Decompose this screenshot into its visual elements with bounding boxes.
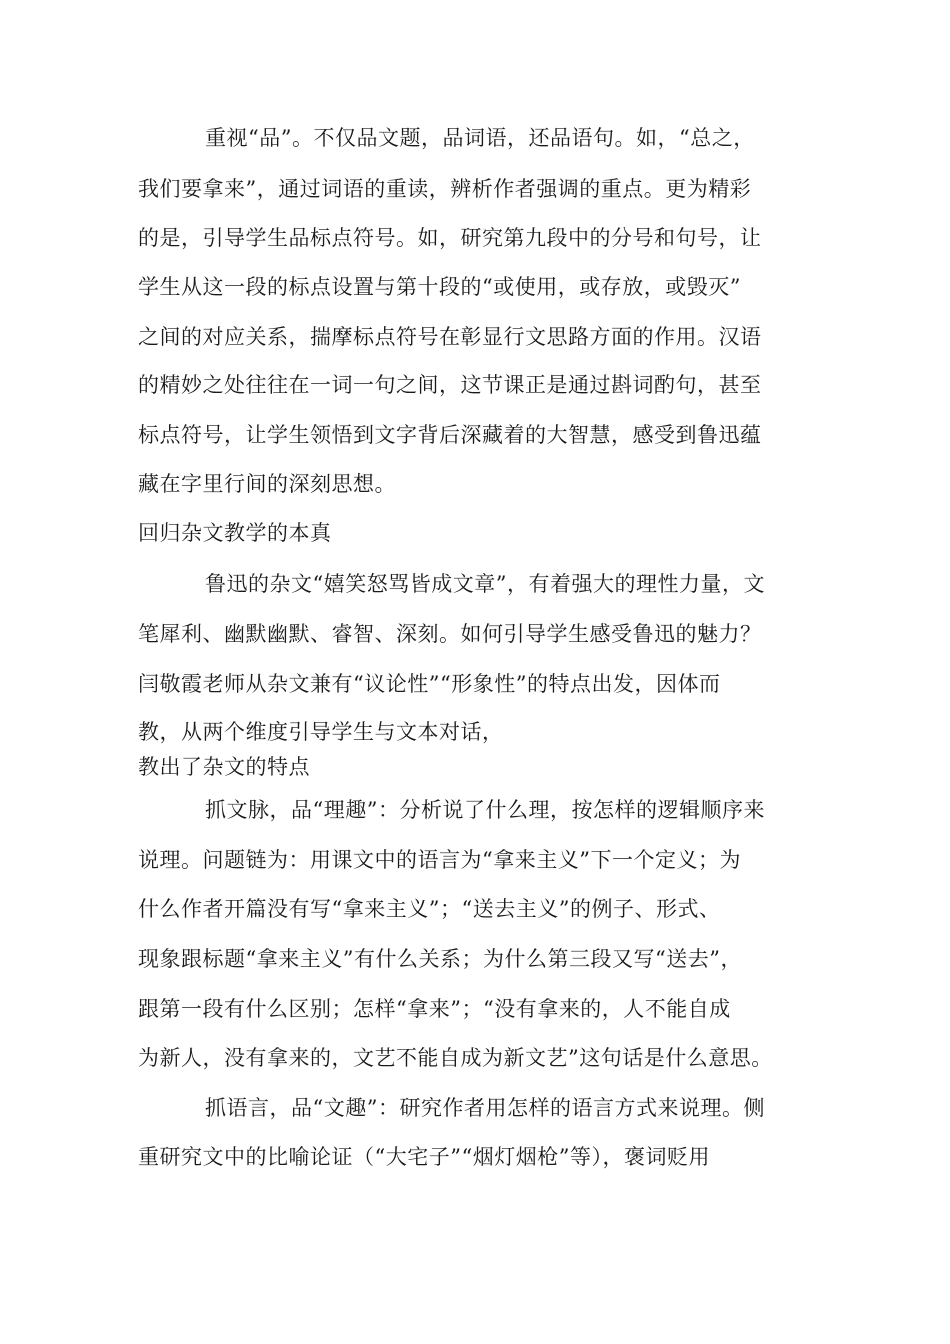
paragraph-1-line-7: 标点符号，让学生领悟到文字背后深藏着的大智慧，感受到鲁迅蕴 bbox=[138, 423, 762, 447]
paragraph-2-line-3: 闫敬霞老师从杂文兼有“议论性”“形象性”的特点出发，因体而 bbox=[138, 672, 721, 696]
paragraph-1-line-4: 学生从这一段的标点设置与第十段的“或使用，或存放，或毁灭” bbox=[138, 275, 741, 299]
paragraph-3-line-5: 跟第一段有什么区别；怎样“拿来”；“没有拿来的，人不能自成 bbox=[138, 997, 731, 1021]
paragraph-3-line-2: 说理。问题链为：用课文中的语言为“拿来主义”下一个定义；为 bbox=[138, 848, 741, 872]
paragraph-1-line-3: 的是，引导学生品标点符号。如，研究第九段中的分号和句号，让 bbox=[138, 226, 762, 250]
paragraph-3-line-6: 为新人，没有拿来的，文艺不能自成为新文艺”这句话是什么意思。 bbox=[138, 1046, 773, 1070]
paragraph-3-line-4: 现象跟标题“拿来主义”有什么关系；为什么第三段又写“送去”， bbox=[138, 947, 742, 971]
paragraph-1-line-5: 之间的对应关系，揣摩标点符号在彰显行文思路方面的作用。汉语 bbox=[138, 325, 762, 349]
paragraph-4-line-1: 抓语言，品“文趣”：研究作者用怎样的语言方式来说理。侧 bbox=[205, 1096, 765, 1120]
paragraph-3-line-1: 抓文脉，品“理趣”：分析说了什么理，按怎样的逻辑顺序来 bbox=[205, 798, 765, 822]
paragraph-3-line-3: 什么作者开篇没有写“拿来主义”；“送去主义”的例子、形式、 bbox=[138, 897, 721, 921]
paragraph-2-line-4: 教，从两个维度引导学生与文本对话， bbox=[138, 720, 504, 744]
paragraph-2-line-1: 鲁迅的杂文“嬉笑怒骂皆成文章”，有着强大的理性力量，文 bbox=[205, 572, 765, 596]
paragraph-1-line-8: 藏在字里行间的深刻思想。 bbox=[138, 472, 396, 496]
section-heading-1: 回归杂文教学的本真 bbox=[138, 521, 332, 545]
paragraph-1-line-2: 我们要拿来”，通过词语的重读，辨析作者强调的重点。更为精彩 bbox=[138, 177, 752, 201]
paragraph-1-line-6: 的精妙之处往往在一词一句之间，这节课正是通过斟词酌句，甚至 bbox=[138, 373, 762, 397]
paragraph-4-line-2: 重研究文中的比喻论证（“大宅子”“烟灯烟枪”等），褒词贬用 bbox=[138, 1145, 710, 1169]
paragraph-1-line-1: 重视“品”。不仅品文题，品词语，还品语句。如，“总之， bbox=[205, 126, 755, 150]
paragraph-2-line-2: 笔犀利、幽默幽默、睿智、深刻。如何引导学生感受鲁迅的魅力？ bbox=[138, 622, 762, 646]
section-heading-2: 教出了杂文的特点 bbox=[138, 755, 310, 779]
